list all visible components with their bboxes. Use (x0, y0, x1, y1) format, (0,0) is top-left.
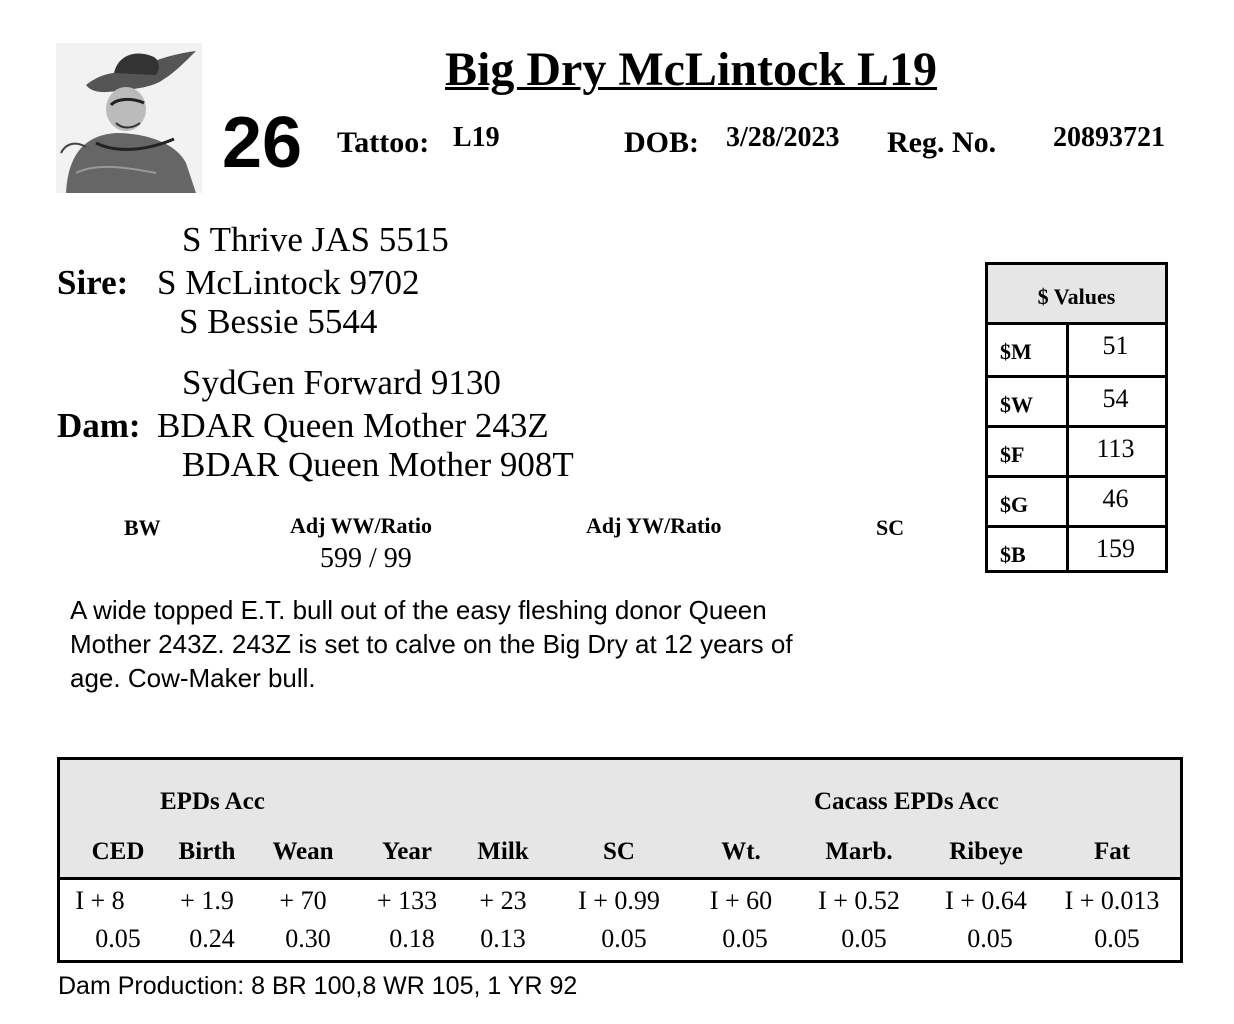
epd-col-header: Wean (272, 838, 334, 865)
epd-value: I + 60 (709, 886, 773, 915)
dam-sire: SydGen Forward 9130 (182, 363, 501, 402)
epd-col-header: Year (382, 838, 432, 865)
epd-value: + 1.9 (180, 886, 234, 915)
adj-yw-label: Adj YW/Ratio (586, 513, 722, 538)
epd-col-header: Wt. (721, 838, 761, 865)
dob-label: DOB: (624, 126, 699, 159)
epd-value: + 23 (479, 886, 527, 915)
epd-value: I + 0.52 (818, 886, 900, 915)
epd-accuracy: 0.05 (95, 924, 141, 953)
dam-dam: BDAR Queen Mother 908T (182, 445, 574, 484)
dollar-label: $M (1000, 339, 1032, 364)
reg-no-value: 20893721 (1053, 122, 1165, 153)
dollar-values-table (985, 262, 1168, 573)
tattoo-value: L19 (453, 122, 500, 153)
epd-value: + 133 (376, 886, 438, 915)
epd-accuracy: 0.05 (601, 924, 647, 953)
dollar-value: 159 (1096, 534, 1135, 563)
dollar-value: 54 (1102, 384, 1129, 413)
sire-label: Sire: (57, 263, 129, 302)
dollar-value: 113 (1096, 434, 1135, 463)
animal-name-title: Big Dry McLintock L19 (445, 43, 937, 96)
epd-table-header (60, 760, 1180, 880)
sire-dam: S Bessie 5544 (179, 302, 378, 341)
sire-name: S McLintock 9702 (157, 263, 420, 302)
sc-label: SC (876, 515, 905, 540)
dollar-row-w (988, 375, 1165, 425)
epd-col-header: Ribeye (949, 838, 1023, 865)
epd-accuracy: 0.05 (967, 924, 1013, 953)
epd-accuracy: 0.05 (841, 924, 887, 953)
dollar-row-b (988, 525, 1165, 570)
epd-col-header: Milk (477, 838, 529, 865)
adj-ww-value: 599 / 99 (320, 543, 412, 574)
bw-label: BW (124, 515, 161, 540)
dam-name: BDAR Queen Mother 243Z (157, 406, 549, 445)
tattoo-label: Tattoo: (337, 126, 430, 159)
dob-value: 3/28/2023 (726, 122, 840, 153)
reg-no-label: Reg. No. (887, 126, 997, 159)
dollar-label: $F (1000, 442, 1025, 467)
epd-accuracy: 0.30 (285, 924, 331, 953)
epd-col-header: Fat (1093, 838, 1131, 865)
epd-value: I + 0.64 (945, 886, 1027, 915)
dollar-values-title: $ Values (988, 265, 1165, 325)
epd-col-header: Marb. (825, 838, 893, 865)
epd-accuracy: 0.13 (480, 924, 526, 953)
epd-group-label: EPDs Acc (160, 788, 265, 815)
dollar-row-f (988, 425, 1165, 475)
dollar-label: $W (1000, 392, 1033, 417)
epd-value: + 70 (279, 886, 327, 915)
epd-accuracy: 0.24 (189, 924, 235, 953)
adj-ww-label: Adj WW/Ratio (290, 513, 432, 538)
epd-col-header: CED (91, 838, 145, 865)
dam-label: Dam: (57, 406, 141, 445)
epd-table (57, 757, 1183, 963)
epd-accuracy: 0.18 (389, 924, 435, 953)
epd-col-header: SC (603, 838, 635, 865)
epd-accuracy: 0.05 (1094, 924, 1140, 953)
cowboy-sketch-logo (56, 43, 202, 193)
epd-value: I + 8 (75, 886, 125, 915)
epd-value: I + 0.99 (578, 886, 660, 915)
epd-accuracy: 0.05 (722, 924, 768, 953)
dollar-value: 46 (1102, 484, 1129, 513)
epd-col-header: Birth (178, 838, 236, 865)
carcass-epd-group-label: Cacass EPDs Acc (814, 788, 999, 815)
dam-production: Dam Production: 8 BR 100,8 WR 105, 1 YR 92 (58, 972, 578, 1000)
sire-sire: S Thrive JAS 5515 (182, 220, 449, 259)
bull-description: A wide topped E.T. bull out of the easy fleshing donor Queen Mother 243Z. 243Z is set to calve on the Big Dry at 12 years of age. Cow-Maker bull. (70, 595, 793, 693)
epd-value: I + 0.013 (1064, 886, 1160, 915)
dollar-row-m (988, 325, 1165, 375)
dollar-row-g (988, 475, 1165, 525)
dollar-label: $G (1000, 492, 1029, 517)
dollar-label: $B (1000, 542, 1026, 567)
lot-number: 26 (222, 103, 303, 183)
dollar-value: 51 (1102, 331, 1129, 360)
